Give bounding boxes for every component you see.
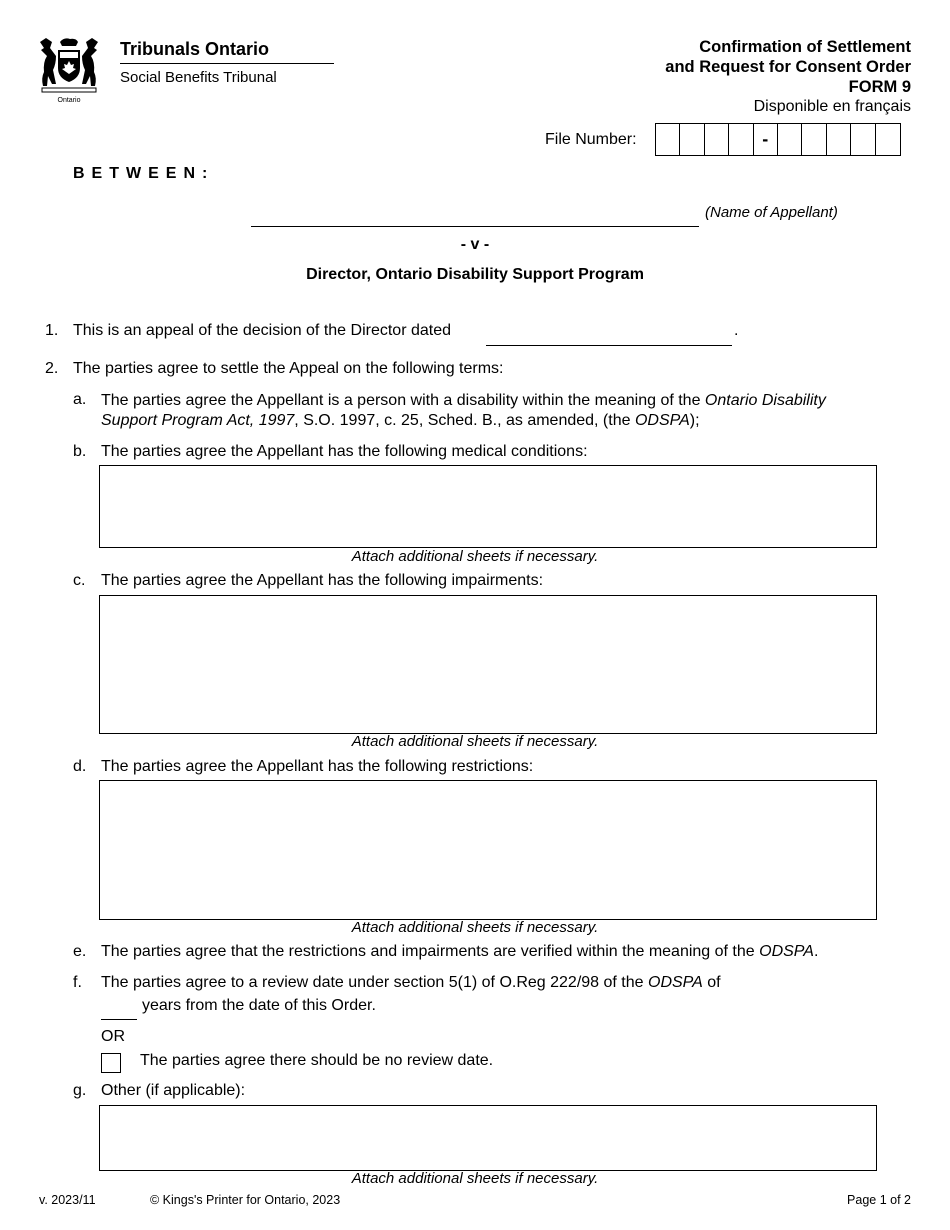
crest-caption: Ontario xyxy=(57,97,81,104)
medical-conditions-textarea[interactable] xyxy=(99,465,877,548)
attach-note: Attach additional sheets if necessary. xyxy=(351,733,599,750)
french-availability: Disponible en français xyxy=(753,98,911,115)
org-name: Tribunals Ontario xyxy=(120,39,270,59)
item2-text: The parties agree to settle the Appeal on the following terms: xyxy=(73,360,504,377)
item-f-odspa: ODSPA xyxy=(648,974,703,991)
form-title xyxy=(665,37,911,97)
item-letter: a. xyxy=(73,391,87,408)
copyright: © Kings's Printer for Ontario, 2023 xyxy=(150,1193,341,1207)
file-number-label: File Number: xyxy=(545,131,637,148)
item-e-period: . xyxy=(813,943,819,960)
org-subtitle: Social Benefits Tribunal xyxy=(120,69,277,86)
file-number-field[interactable] xyxy=(655,123,901,156)
item-a-text-3: ); xyxy=(689,412,700,429)
review-years-text: years from the date of this Order. xyxy=(142,997,376,1014)
attach-note: Attach additional sheets if necessary. xyxy=(351,919,599,936)
attach-note: Attach additional sheets if necessary. xyxy=(351,548,599,565)
item-e-text xyxy=(101,943,818,961)
item-a-text-1: The parties agree the Appellant is a person with a disability within the meaning of the xyxy=(101,392,705,409)
logo-divider xyxy=(120,63,334,64)
between-heading: BETWEEN: xyxy=(73,165,215,182)
item-a-text-2: , S.O. 1997, c. 25, Sched. B., as amended, (the xyxy=(294,412,635,429)
item-a-act-name-1: Ontario Disability xyxy=(704,392,826,409)
no-review-label: The parties agree there should be no review date. xyxy=(140,1052,494,1069)
item-letter: d. xyxy=(73,758,87,775)
review-years-input[interactable] xyxy=(101,1019,137,1020)
item-letter: c. xyxy=(73,572,86,589)
item-letter: g. xyxy=(73,1082,87,1099)
item-letter: b. xyxy=(73,443,87,460)
appellant-name-label: (Name of Appellant) xyxy=(705,204,838,221)
no-review-checkbox[interactable] xyxy=(101,1053,121,1073)
file-number-cell[interactable] xyxy=(827,124,851,155)
ontario-coat-of-arms-icon xyxy=(36,36,102,106)
item-d-text: The parties agree the Appellant has the following restrictions: xyxy=(101,758,534,775)
item1-text: This is an appeal of the decision of the Director dated xyxy=(73,322,451,339)
or-label: OR xyxy=(101,1028,125,1045)
file-number-cell[interactable] xyxy=(876,124,900,155)
tribunal-logo xyxy=(36,36,298,108)
file-number-cell[interactable] xyxy=(778,124,802,155)
page-number: Page 1 of 2 xyxy=(847,1193,911,1207)
item-a-act-name-2: Support Program Act, 1997 xyxy=(101,412,295,429)
decision-date-input[interactable] xyxy=(486,345,732,346)
item-f-text-end: of xyxy=(702,974,721,991)
respondent-name: Director, Ontario Disability Support Program xyxy=(306,266,644,283)
item-g-text: Other (if applicable): xyxy=(101,1082,246,1099)
item-a-odspa: ODSPA xyxy=(634,412,690,429)
item-c-text: The parties agree the Appellant has the following impairments: xyxy=(101,572,544,589)
file-number-cell[interactable] xyxy=(802,124,826,155)
item-letter: f. xyxy=(73,974,82,991)
restrictions-textarea[interactable] xyxy=(99,780,877,920)
form-title-line2: and Request for Consent Order xyxy=(665,58,911,76)
item-f-text-main: The parties agree to a review date under section 5(1) of O.Reg 222/98 of the xyxy=(101,974,648,991)
other-textarea[interactable] xyxy=(99,1105,877,1171)
form-version: v. 2023/11 xyxy=(39,1193,96,1207)
impairments-textarea[interactable] xyxy=(99,595,877,734)
item1-period: . xyxy=(734,322,739,339)
file-number-cell[interactable] xyxy=(851,124,875,155)
item-e-odspa: ODSPA xyxy=(759,943,814,960)
file-number-cell[interactable] xyxy=(656,124,680,155)
item-a-text xyxy=(101,391,891,431)
item-number: 2. xyxy=(45,360,59,377)
file-number-cell[interactable] xyxy=(705,124,729,155)
item-number: 1. xyxy=(45,322,59,339)
attach-note: Attach additional sheets if necessary. xyxy=(351,1170,599,1187)
form-number: FORM 9 xyxy=(848,78,911,96)
file-number-separator: - xyxy=(754,124,778,155)
appellant-name-input[interactable] xyxy=(251,226,699,227)
file-number-cell[interactable] xyxy=(680,124,704,155)
item-letter: e. xyxy=(73,943,87,960)
item-e-text-main: The parties agree that the restrictions and impairments are verified within the meaning of the xyxy=(101,943,760,960)
versus: - v - xyxy=(460,236,490,253)
file-number-cell[interactable] xyxy=(729,124,753,155)
item-f-text xyxy=(101,974,721,992)
form-title-line1: Confirmation of Settlement xyxy=(699,38,911,56)
item-b-text: The parties agree the Appellant has the following medical conditions: xyxy=(101,443,588,460)
